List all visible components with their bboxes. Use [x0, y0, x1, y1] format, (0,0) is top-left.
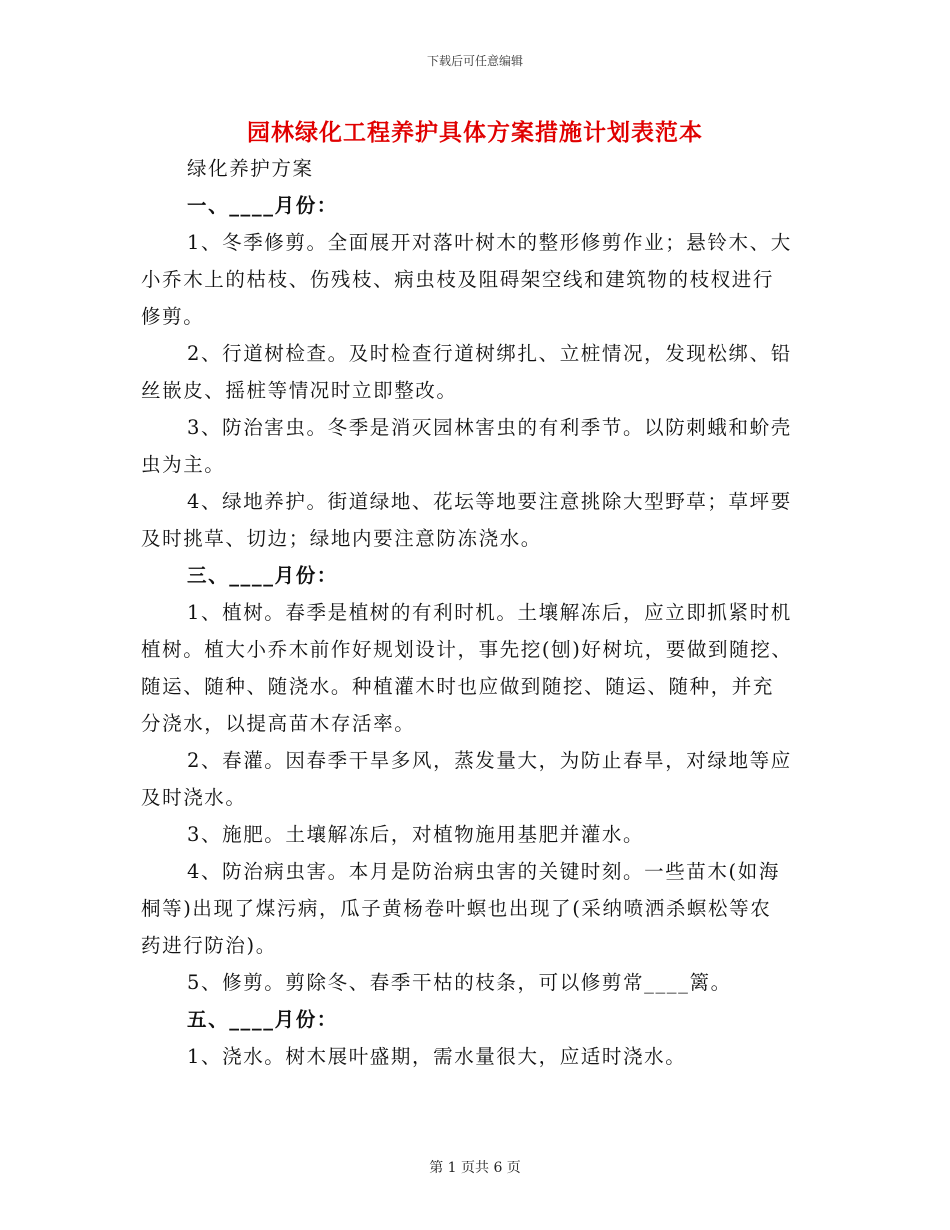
- document-title: 园林绿化工程养护具体方案措施计划表范本: [247, 119, 703, 146]
- paragraph-line: 及时浇水。: [141, 786, 247, 809]
- section-heading: 三、____月份：: [187, 564, 338, 587]
- paragraph-line: 分浇水，以提高苗木存活率。: [141, 712, 416, 735]
- paragraph-line: 植树。植大小乔木前作好规划设计，事先挖(刨)好树坑，要做到随挖、: [141, 638, 793, 661]
- section-heading: 一、____月份：: [187, 194, 338, 217]
- paragraph-line: 绿化养护方案: [187, 157, 314, 180]
- section-heading: 五、____月份：: [187, 1008, 338, 1031]
- paragraph-line: 1、浇水。树木展叶盛期，需水量很大，应适时浇水。: [187, 1045, 687, 1068]
- paragraph-line: 3、施肥。土壤解冻后，对植物施用基肥并灌水。: [187, 823, 645, 846]
- paragraph-line: 4、绿地养护。街道绿地、花坛等地要注意挑除大型野草；草坪要: [187, 490, 792, 513]
- paragraph-line: 1、冬季修剪。全面展开对落叶树木的整形修剪作业；悬铃木、大: [187, 231, 792, 254]
- page-footer: 第 1 页共 6 页: [429, 1160, 521, 1176]
- paragraph-line: 药进行防治)。: [141, 934, 277, 957]
- paragraph-line: 小乔木上的枯枝、伤残枝、病虫枝及阻碍架空线和建筑物的枝杈进行: [141, 268, 775, 291]
- page-header: 下载后可任意编辑: [426, 54, 523, 68]
- paragraph-line: 桐等)出现了煤污病，瓜子黄杨卷叶螟也出现了(采纳喷洒杀螟松等农: [141, 897, 772, 920]
- paragraph-line: 2、春灌。因春季干旱多风，蒸发量大，为防止春旱，对绿地等应: [187, 749, 792, 772]
- paragraph-line: 虫为主。: [141, 453, 226, 476]
- paragraph-line: 3、防治害虫。冬季是消灭园林害虫的有利季节。以防刺蛾和蚧壳: [187, 416, 792, 439]
- paragraph-line: 随运、随种、随浇水。种植灌木时也应做到随挖、随运、随种，并充: [141, 675, 775, 698]
- paragraph-line: 5、修剪。剪除冬、春季干枯的枝条，可以修剪常____篱。: [187, 971, 732, 994]
- paragraph-line: 修剪。: [141, 305, 205, 328]
- document-body: [141, 150, 807, 1075]
- paragraph-line: 及时挑草、切边；绿地内要注意防冻浇水。: [141, 527, 542, 550]
- paragraph-line: 4、防治病虫害。本月是防治病虫害的关键时刻。一些苗木(如海: [187, 860, 780, 883]
- paragraph-line: 丝嵌皮、摇桩等情况时立即整改。: [141, 379, 458, 402]
- paragraph-line: 2、行道树检查。及时检查行道树绑扎、立桩情况，发现松绑、铅: [187, 342, 792, 365]
- paragraph-line: 1、植树。春季是植树的有利时机。土壤解冻后，应立即抓紧时机: [187, 601, 792, 624]
